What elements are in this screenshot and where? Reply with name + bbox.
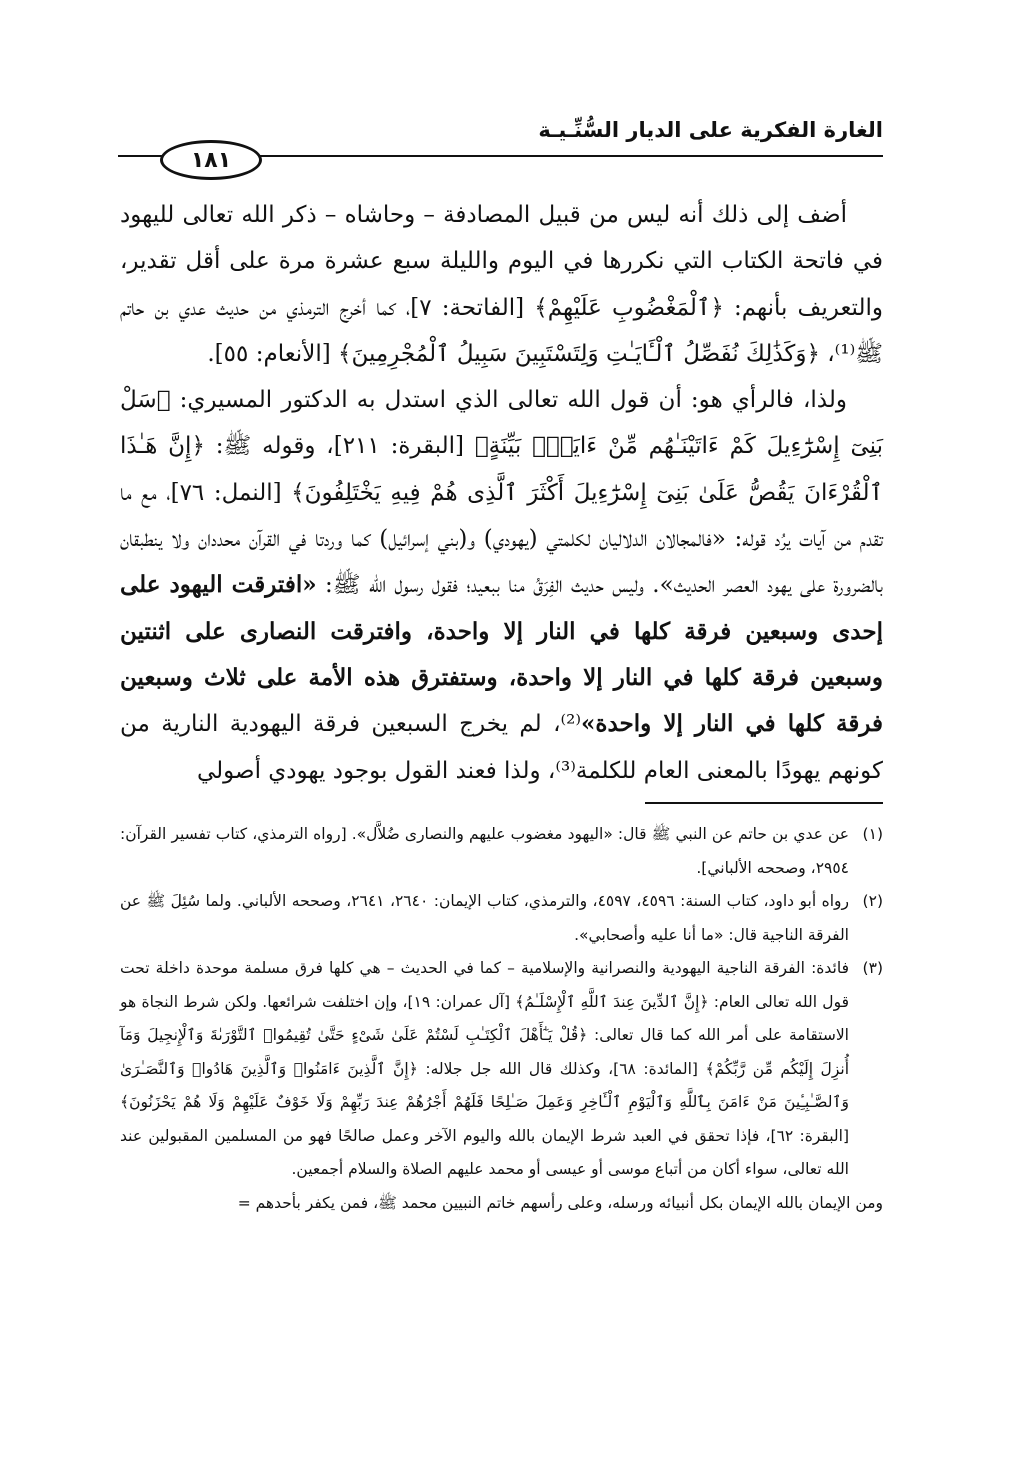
footnote-text: فائدة: الفرقة الناجية اليهودية والنصرانية والإسلامية – كما في الحديث – هي كلها فرق مسلمة موحدة داخلة تحت قول الله تعالى العام: ﴿إِنَّ ٱلدِّينَ عِندَ ٱللَّهِ ٱلْإِسْلَـٰمُ﴾ [آل عمران: ١٩]، وإن اختلفت شرائعها. ولكن شرط النجاة هو الاستقامة على أمر الله كما قال تعالى: ﴿قُلْ يَـٰٓأَهْلَ ٱلْكِتَـٰبِ لَسْتُمْ عَلَىٰ شَىْءٍ حَتَّىٰ تُقِيمُوا۟ ٱلتَّوْرَىٰةَ وَٱلْإِنجِيلَ وَمَآ أُنزِلَ إِلَيْكُم مِّن رَّبِّكُمْ﴾ [المائدة: ٦٨]، وكذلك قال الله جل جلاله: ﴿إِنَّ ٱلَّذِينَ ءَامَنُوا۟ وَٱلَّذِينَ هَادُوا۟ وَٱلنَّصَـٰرَىٰ وَٱلصَّـٰبِـِٔينَ مَنْ ءَامَنَ بِٱللَّهِ وَٱلْيَوْمِ ٱلْـَٔاخِرِ وَعَمِلَ صَـٰلِحًا فَلَهُمْ أَجْرُهُمْ عِندَ رَبِّهِمْ وَلَا خَوْفٌ عَلَيْهِمْ وَلَا هُمْ يَحْزَنُونَ﴾ [البقرة: ٦٢]، فإذا تحقق في العبد شرط الإيمان بالله واليوم الآخر وعمل صالحًا فهو من المسلمين المقبولين عند الله تعالى، سواء أكان من أتباع موسى أو عيسى أو محمد عليهم الصلاة والسلام أجمعين.: [120, 959, 850, 1178]
footnote-separator: [645, 802, 883, 804]
main-body-text: [120, 192, 883, 794]
footnote-2: [120, 885, 883, 952]
paragraph-2-text: ولذا، فالرأي هو: أن قول الله تعالى الذي استدل به الدكتور المسيري: ﴿سَلْ بَنِىٓ إِسْرَٰٓءِيلَ كَمْ ءَاتَيْنَـٰهُم مِّنْ ءَايَةٍۭ بَيِّنَةٍ﴾ [البقرة: ٢١١]، وقوله ﷺ: ﴿إِنَّ هَـٰذَا ٱلْقُرْءَانَ يَقُصُّ عَلَىٰ بَنِىٓ إِسْرَٰٓءِيلَ أَكْثَرَ ٱلَّذِى هُمْ فِيهِ يَخْتَلِفُونَ﴾ [النمل: ٧٦]، مع ما تقدم من آيات يرُد قوله: «فالمجالان الدلاليان لكلمتي (يهودي) و(بني إسرائيل) كما وردتا في القرآن محددان ولا ينطبقان بالضرورة على يهود العصر الحديث». وليس حديث الفِرَقُ منا ببعيد؛ فقول رسول الله ﷺ:: [120, 387, 883, 599]
running-header-title: الغارة الفكرية على الديار السُّنِّـيـة: [538, 118, 883, 142]
paragraph-2: [120, 377, 883, 794]
hadith-quote: «افترقت اليهود على إحدى وسبعين فرقة كلها في النار إلا واحدة، وافترقت النصارى على اثنتين وسبعين فرقة كلها في النار إلا واحدة، وستفترق هذه الأمة على ثلاث وسبعين فرقة كلها في النار إلا واحدة»: [120, 571, 883, 738]
footnote-number: (٢): [862, 892, 883, 910]
footnote-text: رواه أبو داود، كتاب السنة: ٤٥٩٦، ٤٥٩٧، والترمذي، كتاب الإيمان: ٢٦٤٠، ٢٦٤١، وصححه الألباني. ولما سُئِلَ ﷺ عن الفرقة الناجية قال: «ما أنا عليه وأصحابي».: [120, 892, 849, 944]
page-number: ١٨١: [190, 147, 232, 173]
paragraph-2-continuation: ⁽²⁾، لم يخرج السبعين فرقة اليهودية النارية من كونهم يهودًا بالمعنى العام للكلمة⁽³⁾، ولذا فعند القول بوجود يهودي أصولي: [120, 711, 883, 784]
page-number-badge: [160, 140, 262, 180]
footnote-1: [120, 818, 883, 885]
footnote-3: [120, 952, 883, 1187]
footnote-text: عن عدي بن حاتم عن النبي ﷺ قال: «اليهود مغضوب عليهم والنصارى ضُلاَّل». [رواه الترمذي، كتاب تفسير القرآن: ٢٩٥٤، وصححه الألباني].: [120, 825, 849, 877]
footnote-number: (١): [862, 825, 883, 843]
footnote-continuation: ومن الإيمان بالله الإيمان بكل أنبيائه ورسله، وعلى رأسهم خاتم النبيين محمد ﷺ، فمن يكفر بأحدهم =: [237, 1193, 883, 1212]
paragraph-1: أضف إلى ذلك أنه ليس من قبيل المصادفة – وحاشاه – ذكر الله تعالى لليهود في فاتحة الكتاب التي نكررها في اليوم والليلة سبع عشرة مرة على أقل تقدير، والتعريف بأنهم: ﴿ٱلْمَغْضُوبِ عَلَيْهِمْ﴾ [الفاتحة: ٧]، كما أخرج الترمذي من حديث عدي بن حاتم ﷺ⁽¹⁾، ﴿وَكَذَٰلِكَ نُفَصِّلُ ٱلْـَٔايَـٰتِ وَلِتَسْتَبِينَ سَبِيلُ ٱلْمُجْرِمِينَ﴾ [الأنعام: ٥٥].: [120, 202, 883, 367]
footnote-number: (٣): [862, 959, 883, 977]
footnotes-section: [120, 818, 883, 1220]
